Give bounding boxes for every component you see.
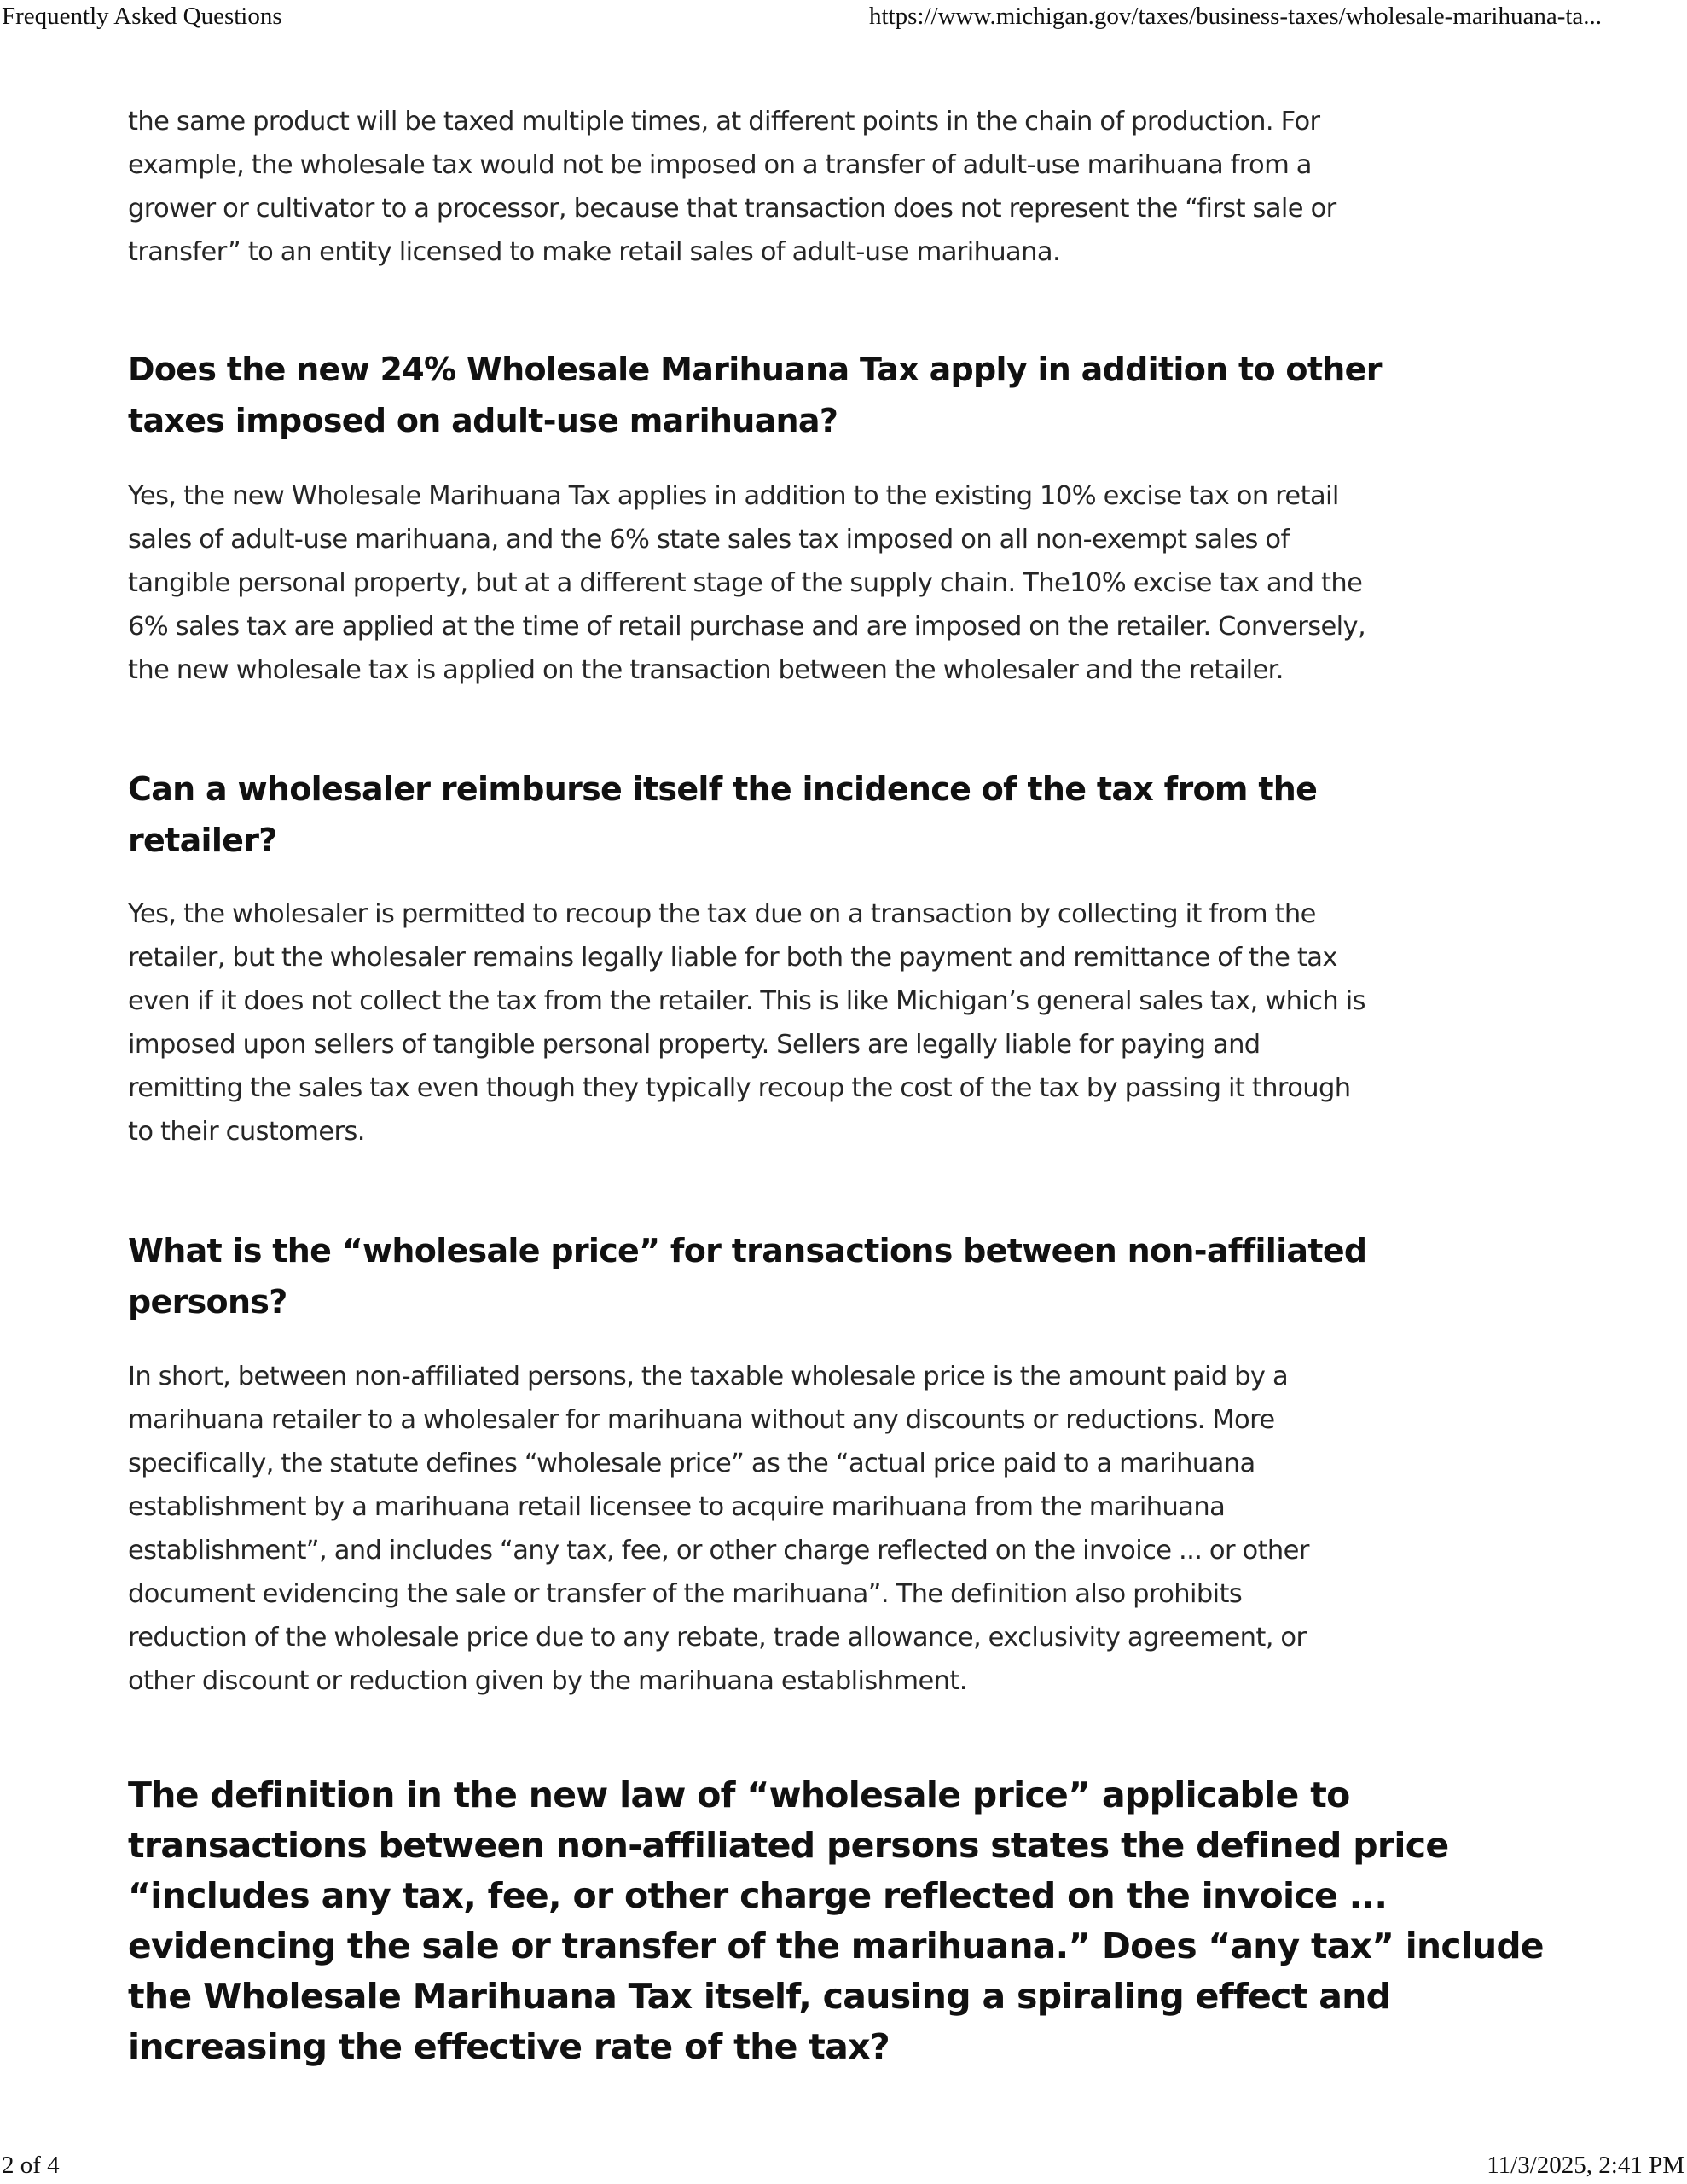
question-line: persons? xyxy=(128,1283,287,1321)
answer-line: the new wholesale tax is applied on the transaction between the wholesaler and the retailer. xyxy=(128,655,1284,685)
question-line: “includes any tax, fee, or other charge reflected on the invoice ... xyxy=(128,1875,1388,1916)
answer-line: imposed upon sellers of tangible personal property. Sellers are legally liable for paying and xyxy=(128,1030,1261,1060)
page-title: Frequently Asked Questions xyxy=(2,3,282,30)
answer-line: reduction of the wholesale price due to any rebate, trade allowance, exclusivity agreement, or xyxy=(128,1623,1307,1653)
question-line: transactions between non-affiliated persons states the defined price xyxy=(128,1825,1449,1866)
faq-question-4 xyxy=(128,1770,1544,2072)
answer-line: In short, between non-affiliated persons, the taxable wholesale price is the amount paid by a xyxy=(128,1362,1289,1391)
question-line: Can a wholesaler reimburse itself the incidence of the tax from the xyxy=(128,770,1318,808)
faq-answer-1 xyxy=(128,474,1544,692)
question-line: increasing the effective rate of the tax? xyxy=(128,2026,890,2067)
answer-line: establishment”, and includes “any tax, fee, or other charge reflected on the invoice ... or other xyxy=(128,1536,1309,1565)
paragraph-line: transfer” to an entity licensed to make retail sales of adult-use marihuana. xyxy=(128,237,1061,267)
faq-answer-3 xyxy=(128,1355,1544,1703)
faq-question-3 xyxy=(128,1225,1544,1327)
answer-line: retailer, but the wholesaler remains legally liable for both the payment and remittance of the tax xyxy=(128,943,1337,973)
question-line: evidencing the sale or transfer of the marihuana.” Does “any tax” include xyxy=(128,1926,1544,1966)
answer-line: Yes, the wholesaler is permitted to recoup the tax due on a transaction by collecting it from the xyxy=(128,899,1316,929)
answer-line: even if it does not collect the tax from the retailer. This is like Michigan’s general sales tax, which is xyxy=(128,986,1365,1016)
answer-line: document evidencing the sale or transfer of the marihuana”. The definition also prohibits xyxy=(128,1579,1243,1609)
answer-line: Yes, the new Wholesale Marihuana Tax applies in addition to the existing 10% excise tax on retail xyxy=(128,481,1339,511)
question-line: What is the “wholesale price” for transactions between non-affiliated xyxy=(128,1232,1367,1269)
answer-line: sales of adult-use marihuana, and the 6% state sales tax imposed on all non-exempt sales of xyxy=(128,525,1290,555)
answer-line: tangible personal property, but at a different stage of the supply chain. The10% excise tax and the xyxy=(128,568,1363,598)
intro-paragraph xyxy=(128,100,1544,274)
question-line: Does the new 24% Wholesale Marihuana Tax apply in addition to other xyxy=(128,351,1382,388)
page-url: https://www.michigan.gov/taxes/business-taxes/wholesale-marihuana-ta... xyxy=(869,3,1603,30)
print-header xyxy=(0,4,1687,35)
faq-question-2 xyxy=(128,764,1544,866)
print-footer xyxy=(0,2153,1687,2184)
faq-question-1 xyxy=(128,344,1544,446)
answer-line: marihuana retailer to a wholesaler for marihuana without any discounts or reductions. More xyxy=(128,1405,1275,1435)
question-line: retailer? xyxy=(128,822,277,859)
question-line: the Wholesale Marihuana Tax itself, causing a spiraling effect and xyxy=(128,1976,1391,2017)
answer-line: establishment by a marihuana retail licensee to acquire marihuana from the marihuana xyxy=(128,1492,1226,1522)
answer-line: 6% sales tax are applied at the time of retail purchase and are imposed on the retailer. Conversely, xyxy=(128,612,1366,642)
answer-line: other discount or reduction given by the marihuana establishment. xyxy=(128,1666,967,1696)
paragraph-line: grower or cultivator to a processor, because that transaction does not represent the “first sale or xyxy=(128,194,1336,224)
faq-answer-2 xyxy=(128,892,1544,1153)
question-line: taxes imposed on adult-use marihuana? xyxy=(128,402,838,439)
page-number: 2 of 4 xyxy=(2,2152,60,2179)
answer-line: specifically, the statute defines “wholesale price” as the “actual price paid to a marihuana xyxy=(128,1449,1255,1478)
paragraph-line: the same product will be taxed multiple times, at different points in the chain of production. For xyxy=(128,107,1320,136)
answer-line: to their customers. xyxy=(128,1117,365,1147)
answer-line: remitting the sales tax even though they typically recoup the cost of the tax by passing it through xyxy=(128,1073,1351,1103)
print-datetime: 11/3/2025, 2:41 PM xyxy=(1487,2152,1684,2179)
question-line: The definition in the new law of “wholesale price” applicable to xyxy=(128,1774,1350,1815)
paragraph-line: example, the wholesale tax would not be imposed on a transfer of adult-use marihuana from a xyxy=(128,150,1312,180)
